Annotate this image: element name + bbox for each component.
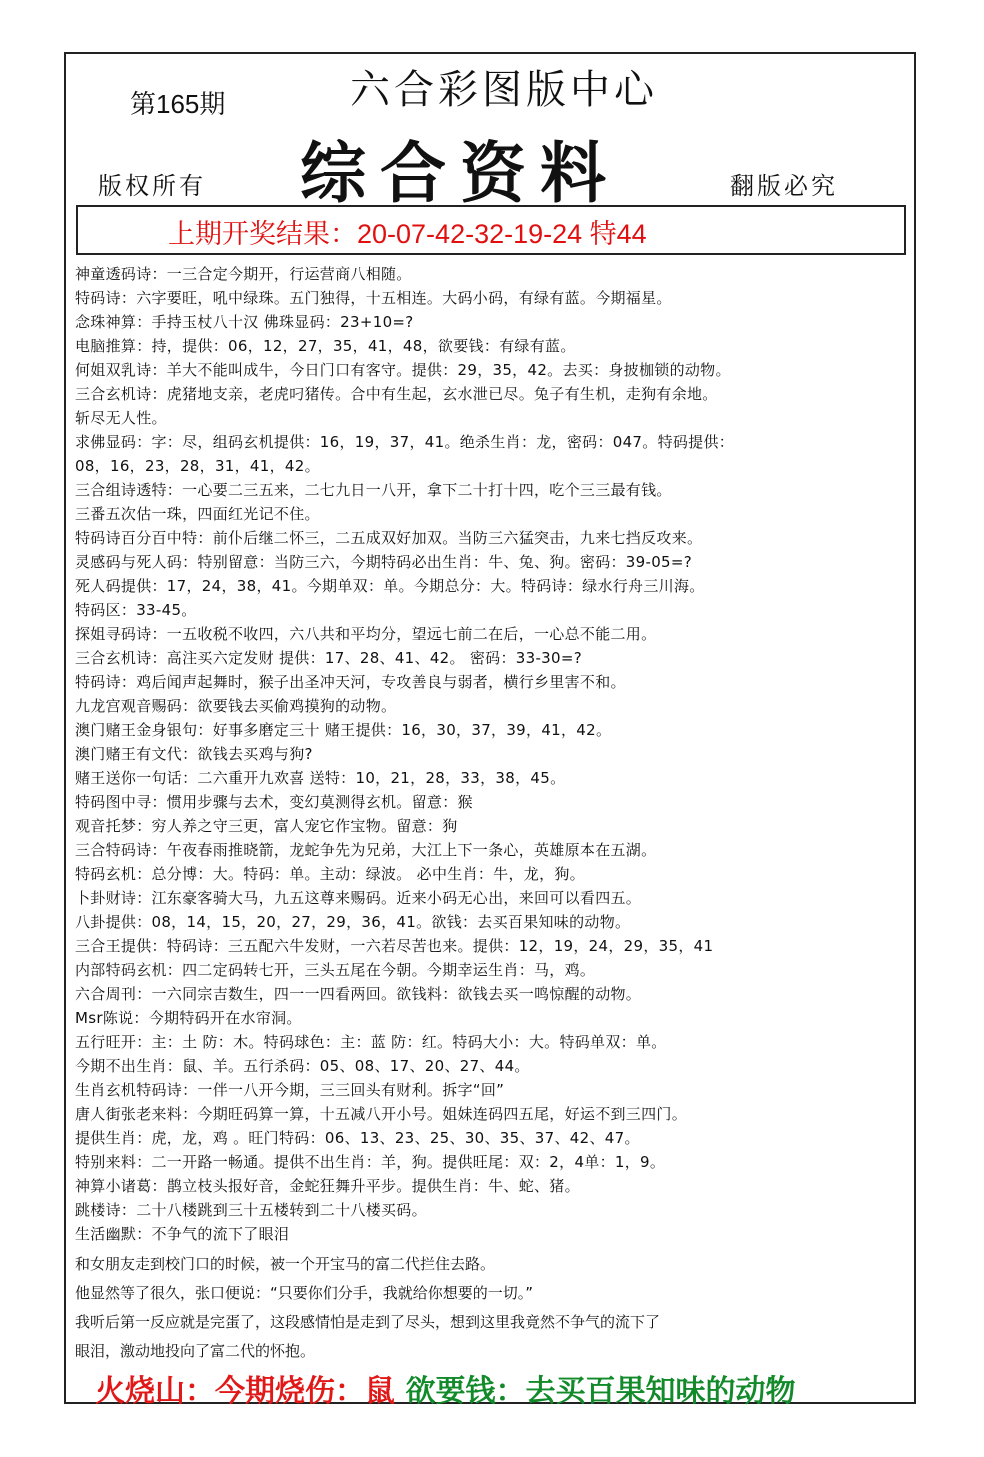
info-line: 今期不出生肖：鼠、羊。五行杀码：05、08、17、20、27、44。 <box>75 1057 530 1075</box>
info-line: 念珠神算：手持玉杖八十汉 佛珠显码：23+10=? <box>75 313 414 331</box>
info-line: 斩尽无人性。 <box>75 409 167 427</box>
info-line: 特码玄机：总分博：大。特码：单。主动：绿波。 必中生肖：牛，龙，狗。 <box>75 865 585 883</box>
info-line: 澳门赌王有文代：欲钱去买鸡与狗? <box>75 745 313 763</box>
info-line: 卜卦财诗：江东豪客骑大马，九五这尊来赐码。近来小码无心出，来回可以看四五。 <box>75 889 642 907</box>
story-line: 他显然等了很久，张口便说：“只要你们分手，我就给你想要的一切。” <box>75 1284 534 1302</box>
info-line: 何姐双乳诗：羊大不能叫成牛，今日门口有客守。提供：29，35，42。去买：身披枷锁的动物。 <box>75 361 731 379</box>
footer-green-text: 欲要钱：去买百果知味的动物 <box>395 1374 796 1409</box>
info-line: 三番五次估一珠，四面红光记不住。 <box>75 505 320 523</box>
last-result: 上期开奖结果：20-07-42-32-19-24 特44 <box>168 219 647 249</box>
info-line: 特码诗：鸡后闻声起舞时，猴子出圣冲天河，专攻善良与弱者，横行乡里害不和。 <box>75 673 626 691</box>
info-line: 特别来料：二一开路一畅通。提供不出生肖：羊，狗。提供旺尾：双：2，4单：1，9。 <box>75 1153 666 1171</box>
info-line: 内部特码玄机：四二定码转七开，三头五尾在今朝。今期幸运生肖：马，鸡。 <box>75 961 596 979</box>
info-line: 跳楼诗：二十八楼跳到三十五楼转到二十八楼买码。 <box>75 1201 427 1219</box>
info-line: 特码图中寻：惯用步骤与去术，变幻莫测得玄机。留意：猴 <box>75 793 473 811</box>
info-line: 三合组诗透特：一心要二三五来，二七九日一八开，拿下二十打十四，吃个三三最有钱。 <box>75 481 672 499</box>
info-line: 灵感码与死人码：特别留意：当防三六，今期特码必出生肖：牛、兔、狗。密码：39-05=? <box>75 553 693 571</box>
info-lines <box>75 262 910 1246</box>
info-line: 生活幽默：不争气的流下了眼泪 <box>75 1225 290 1243</box>
info-line: 赌王送你一句话：二六重开九欢喜 送特：10，21，28，33，38，45。 <box>75 769 566 787</box>
info-line: 唐人街张老来料：今期旺码算一算，十五减八开小号。姐妹连码四五尾，好运不到三四门。 <box>75 1105 688 1123</box>
copyright-left: 版权所有 <box>98 172 206 200</box>
info-line: 求佛显码：字：尽，组码玄机提供：16，19，37，41。绝杀生肖：龙，密码：047。特码提供： <box>75 433 735 451</box>
footer-red-text: 火烧山：今期烧伤：鼠 <box>95 1374 395 1409</box>
copyright-right: 翻版必究 <box>730 172 838 200</box>
info-line: 六合周刊：一六同宗吉数生，四一一四看两回。欲钱料：欲钱去买一鸣惊醒的动物。 <box>75 985 642 1003</box>
info-line: 探姐寻码诗：一五收税不收四，六八共和平均分，望远七前二在后，一心总不能二用。 <box>75 625 657 643</box>
top-title: 六合彩图版中心 <box>350 67 658 113</box>
story-line: 我听后第一反应就是完蛋了，这段感情怕是走到了尽头，想到这里我竟然不争气的流下了 <box>75 1313 661 1331</box>
info-line: 九龙宫观音赐码：欲要钱去买偷鸡摸狗的动物。 <box>75 697 397 715</box>
big-title: 综合资料 <box>300 134 620 212</box>
info-line: 神童透码诗：一三合定今期开，行运营商八相随。 <box>75 265 412 283</box>
info-line: 08，16，23，28，31，41，42。 <box>75 457 320 475</box>
info-line: 生肖玄机特码诗：一伴一八开今期，三三回头有财利。拆字“回” <box>75 1081 505 1099</box>
info-line: 五行旺开：主：土 防：木。特码球色：主：蓝 防：红。特码大小：大。特码单双：单。 <box>75 1033 667 1051</box>
info-line: 八卦提供：08，14，15，20，27，29，36，41。欲钱：去买百果知味的动物。 <box>75 913 631 931</box>
info-line: 特码诗：六字要旺，吼中绿珠。五门独得，十五相连。大码小码，有绿有蓝。今期福星。 <box>75 289 672 307</box>
story-line: 和女朋友走到校门口的时候，被一个开宝马的富二代拦住去路。 <box>75 1255 496 1273</box>
footer-banner <box>95 1366 795 1410</box>
info-line: 死人码提供：17，24，38，41。今期单双：单。今期总分：大。特码诗：绿水行舟三川海。 <box>75 577 705 595</box>
info-line: 特码区：33-45。 <box>75 601 197 619</box>
issue-number: 第165期 <box>130 89 226 119</box>
info-line: 三合玄机诗：高注买六定发财 提供：17、28、41、42。 密码：33-30=? <box>75 649 583 667</box>
info-line: 三合王提供：特码诗：三五配六牛发财，一六若尽苦也来。提供：12，19，24，29，35，41 <box>75 937 714 955</box>
humor-story <box>75 1250 910 1366</box>
info-line: 电脑推算：持，提供：06，12，27，35，41，48，欲要钱：有绿有蓝。 <box>75 337 576 355</box>
story-line: 眼泪，激动地投向了富二代的怀抱。 <box>75 1342 316 1360</box>
info-line: 提供生肖：虎，龙，鸡 。旺门特码：06、13、23、25、30、35、37、42、47。 <box>75 1129 640 1147</box>
info-line: 三合玄机诗：虎猪地支亲，老虎叼猪传。合中有生起，玄水泄已尽。兔子有生机，走狗有余地。 <box>75 385 718 403</box>
info-line: 神算小诸葛：鹊立枝头报好音，金蛇狂舞升平步。提供生肖：牛、蛇、猪。 <box>75 1177 580 1195</box>
info-line: 观音托梦：穷人养之守三更，富人宠它作宝物。留意：狗 <box>75 817 458 835</box>
info-line: 澳门赌王金身银句：好事多磨定三十 赌王提供：16，30，37，39，41，42。 <box>75 721 612 739</box>
info-line: 特码诗百分百中特：前仆后继二怀三，二五成双好加双。当防三六猛突击，九来七挡反攻来。 <box>75 529 703 547</box>
info-line: Msr陈说：今期特码开在水帘洞。 <box>75 1009 302 1027</box>
info-line: 三合特码诗：午夜春雨推晓箭，龙蛇争先为兄弟，大江上下一条心，英雄原本在五湖。 <box>75 841 657 859</box>
